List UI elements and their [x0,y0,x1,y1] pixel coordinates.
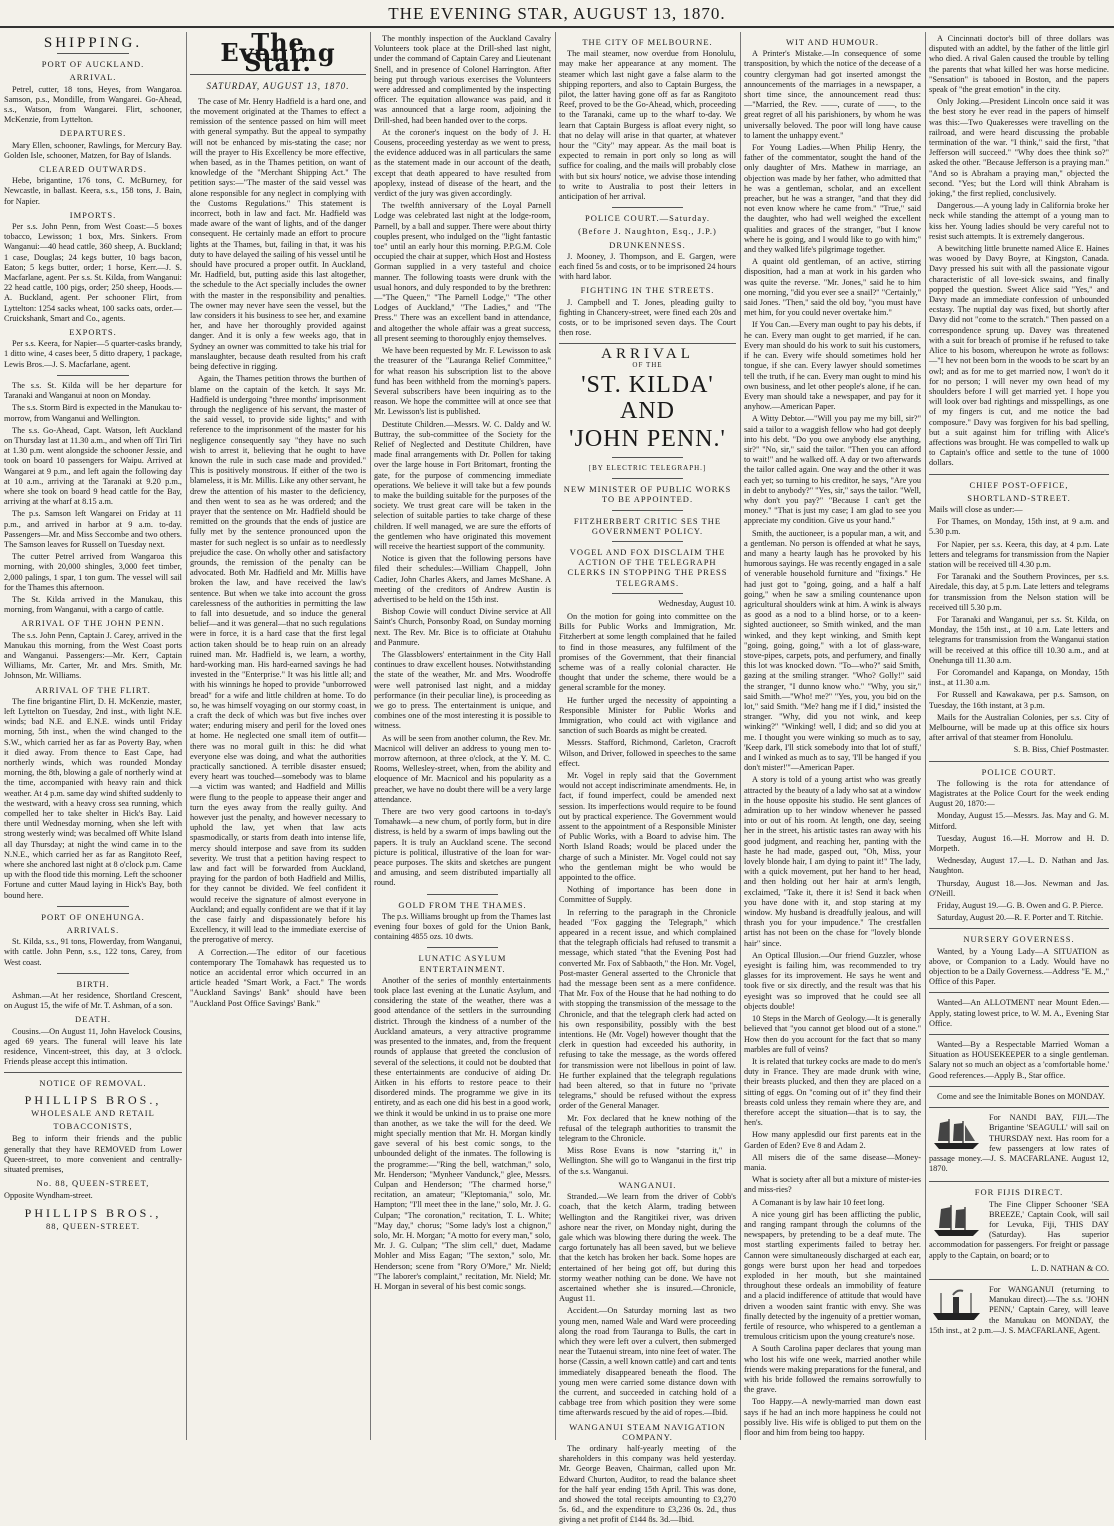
mail-item: For Thames, on Monday, 15th inst, at 9 a.m. and 5.30 p.m. [929,517,1109,537]
local-paragraph: The Glassblowers' entertainment in the City Hall continues to draw excellent houses. Notwithstanding the state of the weather, Mr. and Mrs. Woodroffe were well patronised last night, and a midday performance (in their peculiar line), is proceeding as we go to press. The entertainment is unique, and combines one of the most interesting it is possible to witness. [374,649,551,731]
divider [427,947,498,948]
advert-paragraph: Dangerous.—A young lady in California broke her neck while standing the attempt of a young man to kiss her. Young ladies should be very careful not to resist such attempts. It is extremely dangerous. [929,201,1109,241]
divider [929,928,1109,929]
shipping-paragraph: The s.s. Storm Bird is expected in the Manukau to-morrow, from Wanganui and Wellington. [4,403,182,423]
editorial-paragraph: Again, the Thames petition throws the burthen of blame on the captain of the ketch. It says Mr. Hadfield is undergoing "three months' imprisonment through the negligence of his servant, the master of the said vessel, to provide side lights;" and with reference to the imprisonment of the master for his negligence consequently say "they have no such wish to arrest it, believing that he ought to have known the rule in such case made and provided." This is positively monstrous. If either of the two is blameless, it is Mr. Millis. Like any other servant, he drew the attention of his master to the deficiency, and then went to sea as he was ordered; and the prayer that the sentence on Mr. Hadfield should be remitted on the grounds that the ends of justice are fully met by the sentence pronounced upon the master for such neglect is so unfair as to needlessly prejudice the case. On wholly other and satisfactory grounds, the remission of the penalty can be advocated. Both Mr. Hadfield and Mr. Millis have broken the law, and have received the law's sentence. But when we take into account the gross carelessness of the authorities in permitting the law to fall into desuetude, and so induce the general belief—and it was general—that no such regulations were in force, it is a hard case that the first legal action taken should be to heap ruin on an already ruined man. Mr. Hadfield is, we learn, a worthy, hard-working man. His hard-earned savings he had invested in the "Enterprise." It was his little all; and with his winnings he hoped to provide "unborrowed bread" for a wife and little children at home. To do so, he was himself voyaging on our stormy coast, in a craft the deck of which was but five inches over water; enduring misery and peril for the loved ones at home. He neglected one small item of outfit—there was no moral guilt in this: he did what everyone else was doing, and what the authorities practically sanctioned. A terrible disaster ensued; every heart was touched—somebody was to blame—a victim was wanted; and Hadfield and Millis were flung to the people to appease their anger and turn the eyes away from the really guilty. And however just the penalty, and however necessary to uphold the law, yet when that law acts spasmodically, or starts from death into intense life, mercy should interpose and save from its sudden severity. We trust that a petition having respect to law and fact will be forwarded from Auckland, praying for the pardon of both Hadfield and Millis, for they cannot be divided. We feel confident it would receive the signature of almost everyone in Auckland; and equally confident are we that if it lay the case fairly and dispassionately before his Excellency, it will lead to the immediate exercise of the prerogative of mercy. [190,374,366,945]
mail-item: For Coromandel and Kapanga, on Monday, 15th inst., at 11.30 a.m. [929,667,1109,688]
departures-list: Mary Ellen, schooner, Rawlings, for Mercury Bay. Golden Isle, schooner, Matzen, for Bay of Islands. [4,140,182,160]
flirt-report: The fine brigantine Flirt, D. H. McKenzie, master, left Lyttelton on Tuesday, 2nd inst., with light N.E. winds; bad N.E. and E.N.E. winds until Friday morning, 5th inst., when the wind changed to the S.W., which carried her as far as Poverty Bay, when it died away. From thence to East Cape, had northerly winds, which was rounded Monday morning, the 8th, blowing a gale of northerly wind at the time, accompanied with heavy rain and thick weather. At 4 p.m. same day wind shifted suddenly to the westward, with a heavy cross sea running, which compelled her to take shelter in Hick's Bay. Laid there until Wednesday morning, when she left with strong westerly wind; was becalmed off White Island all day Thursday; at night the wind came in to the N.N.E., which carried her as far as Rangitoto Reef, where she anchored last night at 8 o'clock p.m. Came up with the flood tide this morning. Left the schooner Fortune and cutter Maud laying in Hick's Bay, both bound here. [4,696,182,900]
post-office-heading: CHIEF POST-OFFICE, [969,479,1069,490]
wanganui-report: Stranded.—We learn from the driver of Cobb's coach, that the ketch Alarm, trading between Wellington and the Rangitikei river, was driven ashore near the river, on Monday night, during the gale which was blowing there during the week. The cargo fortunately has all been saved, but we believe that the ketch has broken her back. Some hopes are entertained of her being got off, but during this stormy weather nothing can be done. We have not ascertained whether she is insured.—Chronicle, August 11. [559,1192,736,1304]
mail-item: For Taranaki and Wanganui, per s.s. St. Kilda, on Monday, the 15th inst., at 10 a.m. Late letters and telegrams for transmission from the Wanganui station will be received at this office till 10.30 a.m., and at Onehunga till 11.30 a.m. [929,614,1109,665]
postmaster-signature: S. B. Biss, Chief Postmaster. [1013,745,1109,755]
penn-report: The s.s. John Penn, Captain J. Carey, arrived in the Manukau this morning, from the West Coast ports and Wanganui. Passengers:—Mr. Kerr, Captain Williams, Mr. Carter, Mr. and Mrs. Smith, Mr. Johnson, Mr. Williams. [4,630,182,681]
humour-item: It is related that turkey cocks are made to do men's duty in France. They are made drunk with wine, their breasts plucked, and then they are placed on a sitting of eggs. On "coming out of it" they find their breasts cold unless they remain where they are, and therefore accept the situation—that is to say, the hen's. [744,1056,921,1128]
gold-heading: GOLD FROM THE THAMES. [398,899,527,910]
humour-item: A South Carolina paper declares that young man who lost his wife one week, married another while friends were making preparations for the funeral, and with his bride followed the remains sorrowfully to the grave. [744,1344,921,1395]
onehunga-arrivals-heading: ARRIVALS. [66,925,120,936]
local-paragraph: As will be seen from another column, the Rev. Mr. Macnicol will deliver an address to young men to-morrow afternoon, at three o'clock, at the Y. M. C. Rooms, Wellesley-street, when, from the ability and eloquence of Mr. Macnicol and his popularity as a preacher, we have no doubt there will be a very large attendance. [374,733,551,804]
local-paragraph: At the coroner's inquest on the body of J. H. Cousens, proceeding yesterday as we went to press, the evidence adduced was in all particulars the same as the statement made in our account of the death, except that death appeared to have resulted from apoplexy, instead of disease of the heart, and the verdict of the jury was given accordingly. [374,127,551,199]
telegraph-paragraph: In referring to the paragraph in the Chronicle headed "Fox gagging the Telegraph," which appeared in a recent issue, and which complained that the telegraph officials had refused to transmit a message, which stated "that the Evening Post had converted Mr. Fox of Sabbaoth," the Hon. Mr. Vogel, Post-master General asserted to the Chronicle that had the message been sent as a mere confidence. That Mr. Fox of the House that he had nothing to do with stopping the transmission of the message to the Chronicle, and that the telegraph clerk had acted on his own responsibility, possibly with the best intentions. He (Mr. Vogel) however thought that the clerk in question had exceeded his authority, in refusing to take the message, as the words offered for transmission were not libellous in point of law. He further explained that the telegraph regulations had been altered, so that in future no "private telegrams," should be refused without the express order of the General Manager. [559,907,736,1111]
column-shipping [4,34,182,1439]
humour-item: A quaint old gentleman, of an active, stirring disposition, had a man at work in his garden who was quite the reverse. "Mr. Jones," said he to him one morning, "did you ever see a snail?" "Certainly," said Jones. "Then," said the old boy, "you must have met him, for you could never overtake him." [744,257,921,318]
imports-heading: IMPORTS. [69,209,117,220]
telegraph-paragraph: Miss Rose Evans is now "starring it," in Wellington. She will go to Wanganui in the first trip of the s.s. Wanganui. [559,1146,736,1176]
phillips-signature: PHILLIPS BROS., [24,1205,162,1220]
column-telegraph [559,34,736,1525]
divider [929,1034,1109,1035]
local-paragraph: Destitute Children.—Messrs. W. C. Daldy and W. Buttray, the sub-committee of the Society for the Relief of Neglected and Destitute Children, have made final arrangements with Dr. Pollen for taking over the large house in Fort Britomart, fronting the gate, for the purpose of commencing immediate operations. We believe it will take but a few pounds to make the building suitable for the purposes of the society. We trust great care will be taken in the selection of suitable parties to take charge of these children. If well managed, we are sure the efforts of the gentlemen who have originated this movement will receive the heartiest support of the community. [374,419,551,551]
humour-item: For Young Ladies.—When Philip Henry, the father of the commentator, sought the hand of the only daughter of Mrs. Mathew in marriage, an objection was made by her father, who admitted that he was a gentleman, scholar, and an excellent preacher, but he was a stranger, "and that they did not even know where he came from." "True," said the daughter, who had well weighed the excellent qualities and graces of the stranger, "but I know where he is going, and I would like to go with him;" and they walked life's pilgrimage together. [744,143,921,255]
local-paragraph: We have been requested by Mr. F. Lewisson to ask the treasurer of the "Lauranga Relief Committee," for what reason his subscription list to the above fund has been withheld from the morning's papers. Several subscribers have been inquiring as to the reason. We hope the committee will at once see that Mr. Lewisson's list is published. [374,346,551,417]
divider [612,478,683,479]
editorial-paragraph: The case of Mr. Henry Hadfield is a hard one, and the movement originated at the Thames to effect a remission of the sentence passed on him will meet with general sympathy. But the appeal to sympathy will not be enhanced by mis-stating the case; nor will the prayer to His Excellency be more effective, when based, as in the Thames petition, on want of knowledge of the "Merchant Shipping Act." The petition says:—"The master of the said vessel was alone responsible for any neglect in complying with the Customs Regulations." This statement is incorrect, both in law and fact. Mr. Hadfield was made aware of the want of lights, and of the danger consequent. He certainly made an effort to procure lights at the Thames, but, failing in that, it was his duty to have delayed the sailing of his vessel until he should have procured a proper outfit. In Auckland, Mr. Hadfield, but, putting aside this last altogether, the schedule to the Act specially includes the owner with the master in the responsibility and penalties. The owner may never have seen the vessel, but the law considers it his business to see her, and examine her, and have her thoroughly provided against danger. And it is only a few weeks ago, that in Sydney an owner was committed to take his trial for manslaughter, because death resulted from his craft being defective in rigging. [190,96,366,372]
masthead [0,0,1114,28]
local-paragraph: There are two very good cartoons in to-day's Tomahawk—a new chum, of portly form, but in dire distress, is held by a swarm of imps bawling out the papers. It is truly an Auckland scene. The second picture is political, illustrative of the loan for war-peace purposes. The skits and sketches are pungent and amusing, and seem distributed impartially all round. [374,807,551,888]
allotment-advert: Wanted—An ALLOTMENT near Mount Eden.—Apply, stating lowest price, to W. M. A., Evening Star Office. [929,998,1109,1028]
steam-company-report: The ordinary half-yearly meeting of the shareholders in this company was held yesterday. Mr. George Beaven, Chairman, called upon Mr. Edward Churton, Auditor, to read the balance sheet for the half year ending 15th April. This was done, and showed the total receipts amounting to £3,270 5s. 6d., and the expenditure to £3,236 0s. 2d., thus giving a net profit of £144 8s. 3d.—Ibid. [559,1443,736,1525]
onehunga-heading: PORT OF ONEHUNGA. [41,911,145,922]
shipping-paragraph: The cutter Petrel arrived from Wangaroa this morning, with 20,000 shingles, 3,000 feet timber, 2,000 palings, 1 spar, 1 ton gum. The vessel will sail for the Thames this afternoon. [4,552,182,592]
divider [929,474,1109,475]
rota-item: Thursday, August 18.—Jos. Newman and Jas. O'Neill. [929,878,1109,898]
humour-item: A Comanant is by law hair 10 feet long. [752,1197,885,1207]
divider [612,541,683,542]
column-local-news [374,34,551,1439]
local-paragraph: The monthly inspection of the Auckland Cavalry Volunteers took place at the Drill-shed last night, under the command of Captain Carey and Lieutenant Snell, and in presence of Colonel Harrington. After being put through various exercises the Volunteers were addressed and complimented by the inspecting officer. The equitation allowance was paid, and it was announced that a large room, adjoining the Drill-shed, had been handed over to the corps. [374,34,551,125]
exports-list: Per s.s. Keera, for Napier—5 quarter-casks brandy, 1 ditto wine, 4 cases beer, 5 ditto drapery, 1 package, Lewis Bros.—J. S. Macfarlane, agent. [4,339,182,369]
flirt-heading: ARRIVAL OF THE FLIRT. [35,684,151,695]
humour-item: A nice young girl has been afflicting the public, and ranging rampant through the columns of the newspapers, by pretending to be a deaf mute. The most startling experiments failed to betray her. Cannon were simultaneously discharged at each ear, gongs were burst upon her head and torpedoes exploded in her mouth, but she maintained throughout these ordeals an immobility of feature and a placid indifference of attitude that would have driven a wooden saint frantic with envy. She was finally detected by the ingenuity of a prettier woman, fertile of resource, who whispered to a gentleman a tremulous criticism upon the young creature's nose. [744,1209,921,1342]
humour-item: If You Can.—Every man ought to pay his debts, if he can. Every man ought to get married, if he can. Every man should do his work to suit his customers, if he can. Every wife should sometimes hold her tongue, if she can. Every lawyer should sometimes tell the truth, if he can. Every man ought to mind his own business, and let other people's alone, if he can. Every man should take a newspaper, and pay for it anyhow.—American Paper. [744,320,921,412]
sailing-ship-icon [929,1202,984,1238]
governess-heading: NURSERY GOVERNESS. [963,934,1075,945]
housekeeper-advert: Wanted—By a Respectable Married Woman a Situation as HOUSEKEEPER to a single gentleman. Salary not so much an object as a 'comfortable home.' Good references.—Apply B., Star office. [929,1040,1109,1080]
column-rule [370,32,371,1440]
divider [929,992,1109,993]
local-paragraph: Notice is given that the following persons have filed their schedules:—William Chappell, John Cadier, John Charles Akers, and James McShane. A meeting of the creditors of Andrew Austin is advertised to be held on the 15th inst. [374,554,551,604]
paper-nameplate: The Evening Star. [220,28,336,78]
melbourne-heading: THE CITY OF MELBOURNE. [582,37,713,47]
post-office-subheading: SHORTLAND-STREET. [967,492,1071,503]
divider [559,343,736,344]
arrival-banner-of-the: OF THE [632,360,663,369]
divider [612,207,683,208]
phillips-trade: WHOLESALE AND RETAIL [31,1107,155,1118]
arrival-heading: ARRIVAL. [69,72,117,83]
humour-item: 10 Steps in the March of Geology.—It is generally believed that "you cannot get blood out of a stone." How then do you account for the fact that so many marbles are full of veins? [744,1014,921,1054]
rota-item: Saturday, August 20.—R. F. Porter and T. Ritchie. [937,913,1104,923]
advert-paragraph: A Cincinnati doctor's bill of three dollars was disputed with an addtel, by the father of the little girl who died. A rival Galen caused the trouble by telling the parents that what killed her was horse medicine. "Sensation" is tabooed in Boston, and the papers speak of "the great emotion" in the city. [929,34,1109,95]
sailing-ship-icon [929,1115,984,1151]
telegraph-paragraph: Nothing of importance has been done in Committee of Supply. [559,885,736,905]
column-editorial [190,28,366,1439]
column-rule [925,32,926,1440]
humour-item: Too Happy.—A newly-married man down east says if he had an inch more happiness he could not possibly live. His wife is obliged to put them on the floor and him from being too happy. [744,1397,921,1438]
departures-heading: DEPARTURES. [59,128,127,139]
phillips-trade: TOBACCONISTS, [53,1121,133,1132]
telegraph-headline: VOGEL AND FOX DISCLAIM THE ACTION OF THE TELEGRAPH CLERKS IN STOPPING THE PRESS TELEGRAMS. [567,546,728,588]
mail-item: For Taranaki and the Southern Provinces, per s.s. Airedale, this day, at 5 p.m. Late letters and telegrams for transmission from the Nelson station will be received till 5.30 p.m. [929,572,1109,612]
divider [929,1086,1109,1087]
governess-advert: Wanted, by a Young Lady—A SITUATION as above, or Companion to a Lady. Would have no objection to be a Daily Governess.—Address "E. M.," Office of this Paper. [929,946,1109,987]
steamship-icon [929,1287,984,1323]
column-humour [744,34,921,1439]
divider [57,375,128,376]
divider [929,761,1109,762]
cleared-list: Hebe, brigantine, 176 tons, C. McBurney, for Newcastle, in ballast. Keera, s.s., 158 tons, J. Bain, for Napier. [4,176,182,206]
melbourne-report: The mail steamer, now overdue from Honolulu, may make her appearance at any moment. The steamer which last night gave a false alarm to the shipping reporters, and also to Captain Burgess, the pilot, the latter having gone off as far as Rangitoto Reef, proved to be the Go-Ahead, which, proceeding to the Taranaki, came up to the wharf to-day. We learn that Captain Burgess is afloat every night, so that no delay will arise in that quarter, at whatever hour the "City" may appear. As the mail boat is expected to remain in port only so long as will suffice for coaling, and the mails will probably close with but six hours' notice, we advise those intending to write to Australia to post their letters in anticipation of her arrival. [559,49,736,202]
steam-company-heading: WANGANUI STEAM NAVIGATION COMPANY. [569,1421,726,1442]
phillips-signature-address: 88, QUEEN-STREET. [45,1220,141,1231]
cleared-heading: CLEARED OUTWARDS. [39,164,147,175]
telegraph-headline: FITZHERBERT CRITIC SES THE GOVERNMENT POLICY. [573,515,722,536]
rota-item: Monday, August 15.—Messrs. Jas. May and G. M. Mitford. [929,811,1109,831]
police-rota-heading: POLICE COURT. [981,766,1057,777]
divider [612,457,683,458]
humour-item: Smith, the auctioneer, is a popular man, a wit, and a gentleman. No person is offended at what he says, and many a hearty laugh has he provoked by his humorous sayings. He was recently engaged in a sale of venerable household furniture and "fixings." He had just got to "going, going, and a half a half going," when he saw a smiling countenance upon agricultural shoulders wink at him. A wink is always as good as a nod to a blind horse, or to a keen-sighted auctioneer, so Smith winked, and the man winked, and they kept winking, and Smith kept "going, going, going," with a lot of glass-ware, stove-pipes, carpets, pots, and perfumery, and finally this lot was knocked down. "To—who?" said Smith, gazing at the smiling stranger. "Who? Golly!" said the stranger, "I dunno know who." "Why, you sir," said Smith.—"Who! me?" "Yes, you, you bid on the lot," said Smith. "Me? hang me if I did," insisted the stranger. "Why, did you not wink, and keep winking?" "Winking! well, I did; and so did you at me. I thought you were winking so much as to say, 'Keep dark, I'll stick somebody into that lot of stuff,' and I winked as much as to say, 'I'll be hanged if you don't mister!'"—American Paper. [744,528,921,773]
nandi-bay-advert: For NANDI BAY, FIJI.—The Brigantine 'SEAGULL' will sail on THURSDAY next. Has room for a few passengers at low rates of passage money.—J. S. MACFARLANE. August 12, 1870. [929,1113,1109,1174]
arrivals-list: Petrel, cutter, 18 tons, Heyes, from Wangaroa. Samson, p.s., Mondille, from Wangarei. Go-Ahead, s.s., Watson, from Wangarei. Flirt, schooner, McKenzie, from Lyttelton. [4,84,182,125]
column-adverts [929,34,1109,1439]
wanganui-steamer-advert: For WANGANUI (returning to Manukau direct).—The s.s. 'JOHN PENN,' Captain Carey, will leave the Manukau on MONDAY, the 15th inst., at 2 p.m.—J. S. MACFARLANE, Agent. [929,1284,1109,1335]
shipping-heading: SHIPPING. [43,35,143,51]
onehunga-arrivals: St. Kilda, s.s., 91 tons, Flowerday, from Wanganui, with cattle. John Penn, s.s., 122 tons, Carey, from West coast. [4,937,182,967]
birth-heading: BIRTH. [76,978,110,989]
fiji-heading: FOR FIJIS DIRECT. [974,1187,1064,1198]
divider [612,593,683,594]
humour-item: How many applesdid our first parents eat in the Garden of Eden? Eve 8 and Adam 2. [744,1130,921,1150]
divider [427,894,498,895]
telegraph-paragraph: Mr. Fox declared that he knew nothing of the refusal of the telegraph authorities to transmit the telegram to the Chronicle. [559,1113,736,1144]
lunatic-heading: LUNATIC ASYLUM ENTERTAINMENT. [418,953,507,974]
drunkenness-heading: DRUNKENNESS. [609,239,686,250]
divider [57,906,128,907]
humour-item: A Printer's Mistake.—In consequence of some transposition, by which the notice of the decease of a country clergyman had got inserted amongst the announcements of the marriages in a newspaper, a short time since, the announcement read thus:—"Married, the Rev. ——, curate of ——, to the great regret of all his parishioners, by whom he was universally beloved. The poor will long have cause to lament the unhappy event." [744,49,921,140]
port-heading: PORT OF AUCKLAND. [41,59,145,70]
local-paragraph: The twelfth anniversary of the Loyal Parnell Lodge was celebrated last night at the lodge-room, Parnell, by a ball and supper. There were about thirty couples present, who indulged on the "light fantastic toe" until an early hour this morning. P.P.G.M. Cole occupied the chair at supper, which Host and Hostess Gorman supplied in a very tasteful and choice manner. The following toasts were drunk with the usual honors, and duly responded to by the brethren:—"The Queen," "The Parnell Lodge," "The other Lodges of Auckland," "The Ladies," and "The Press." There was an excellent band in attendance, and altogether the whole affair was a great success, all present seeming to thoroughly enjoy themselves. [374,201,551,343]
advert-paragraph: A bewitching little brunette named Alice E. Haines was wooed by Davy Boyre, at Kingston, Canada. Davy pressed his suit with all the passionate vigour characteristic of all love-sick swains, and finally popped the question. Sweet Alice said "Yes," and Davy made an immediate confession of unbounded ecstasy. The nuptial day was fixed, but shortly after Davy did not "come to the scratch." Then passed on a correspondence sprung up. Davey was threatened with a suit for breach of promise if he refused to take Alice to his bosom, whereupon he wrote as follows:—"I hev not been born in the woods to be scart by an owl; and as for me to get married now, I won't do it for no person; I will never my own head of my shoulders before I will get married yet. I hope you will look over bad rightings and misspellings, as one of my fingers is cut, and me notice the bad composure." Davy was forgiven for his bad spelling, but a suit against him for trifling with Alice's affections was brought. He was compelled to walk up to Captain's office and settle to the tune of 1000 dollars. [929,244,1109,468]
fighting-heading: FIGHTING IN THE STREETS. [580,285,715,296]
telegraph-paragraph: Messrs. Stafford, Richmond, Carleton, Cracroft Wilson, and Driver, followed in speeches to the same effect. [559,738,736,768]
drunkenness-report: J. Mooney, J. Thompson, and E. Gargen, were each fined 5s and costs, or to be imprisoned 24 hours with hard labor. [559,251,736,282]
telegraph-dateline: Wednesday, August 10. [658,598,736,608]
by-telegraph: [BY ELECTRIC TELEGRAPH.] [588,463,707,472]
mail-item: Mails for the Australian Colonies, per s.s. City of Melbourne, will be made up at this office six hours after arrival of that steamer from Honolulu. [929,712,1109,743]
column-rule [555,32,556,1440]
nathan-signature: L. D. NATHAN & CO. [1031,1263,1109,1273]
post-office-intro: Mails will close as under:— [929,504,1023,514]
penn-heading: ARRIVAL OF THE JOHN PENN. [21,618,165,629]
divider [929,1107,1109,1108]
divider [612,510,683,511]
phillips-opposite: Opposite Wyndham-street. [4,1191,93,1201]
editorial-correction: A Correction.—The editor of our facetious contemporary The Tomahawk has requested us to notice an accidental error which occurred in an article headed "Smart Work, a Fact." The words "Auckland Savings' Bank" should have been "Auckland Post Office Savings' Bank." [190,947,366,1008]
police-rota-intro: The following is the rota for attendance of Magistrates at the Police Court for the week ending August 20, 1870:— [929,778,1109,809]
removal-heading: NOTICE OF REMOVAL. [39,1078,147,1089]
arrival-banner-johnpenn: 'JOHN PENN.' [569,425,726,452]
birth-notice: Ashman.—At her residence, Shortland Crescent, on August 15, the wife of Mr. T. Ashman, of a son. [4,991,182,1011]
rota-item: Tuesday, August 16.—H. Morrow and H. D. Morpeth. [929,833,1109,854]
police-bench: (Before J. Naughton, Esq., J.P.) [578,226,717,237]
shipping-paragraph: The St. Kilda arrived in the Manukau, this morning, from Wanganui, with a cargo of cattle. [4,594,182,615]
divider [4,1072,182,1073]
sea-breeze-advert: The Fine Clipper Schooner 'SEA BREEZE,' Captain Cook, will sail for Levuka, Fiji, THIS DAY (Saturday). Has superior accommodation for passengers. For freight or passage apply to the Captain, on board; or to [929,1199,1109,1260]
local-paragraph: Bishop Cowie will conduct Divine service at All Saint's Church, Ponsonby Road, on Sunday morning next. The Rev. Mr. Bice is to officiate at Otahuhu and Panmure. [374,607,551,647]
death-notice: Cousins.—On August 11, John Havelock Cousins, aged 69 years. The funeral will leave his late residence, Vincent-street, this day, at 3 o'clock. Friends please accept this intimation. [4,1026,182,1067]
shipping-paragraph: The p.s. Samson left Wangarei on Friday at 11 p.m., and arrived in harbor at 9 a.m. to-day. Passengers—Mr. and Miss Seccombe and two others. The Samson leaves for Russell on Tuesday next. [4,509,182,549]
death-heading: DEATH. [75,1014,111,1025]
divider [929,1181,1109,1182]
humour-item: A Witty Debtor.—"Will you pay me my bill, sir?" said a tailor to a waggish fellow who had got deeply into his debt. "Do you owe anybody else anything, sir?" "No, sir," said the tailor. "Then you can afford to wait!" and he walked off. A day or two afterwards the tailor called again. One way and the other it was each yet; so turning to his creditor, he says, "Are you in debt to anybody?" "Yes, sir," says the tailor. "Well, why don't you pay?" "Because I can't get the money." "That is just my case; I am glad to see you appreciate my condition. Give us your hand." [744,414,921,526]
humour-item: A story is told of a young artist who was greatly attracted by the beauty of a lady who sat at a window in the house opposite his studio. He sent glances of admiration up to her window whenever he passed into or out of his room. At length, one day, seeing her in the street, his artistic tastes ran away with his good judgment, and reaching her, panting with the haste he had made, gasped out, "Oh, Miss, your lovely blonde hair, I am dying to paint it!" The lady, with a quick movement, put her hand to her head, and then holding out her hair at arm's length, exclaimed, "Take it, there it is! Send it back when you have done with it, and stop staring at my window. My husband is dreadfully jealous, and will thrash you for your impudence." The crestfallen artist has not been on the chase for "lovely blonde hair" since. [744,775,921,948]
humour-heading: WIT AND HUMOUR. [786,37,879,47]
editorial-date: SATURDAY, AUGUST 13, 1870. [206,80,350,91]
phillips-text: Beg to inform their friends and the public generally that they have REMOVED from Lower Queen-street, to more convenient and centrally-situated premises, [4,1134,182,1174]
column-rule [186,32,187,1440]
imports-list: Per s.s. John Penn, from West Coast:—5 boxes tobacco, Lewisson; 1 box, Mrs. Sinkers. From Wanganui:—40 head cattle, 360 sheep, A. Buckland; 1 case, Douglas; 24 kegs butter, 10 bags bacon, Eaton; 5 kegs butter, order; 1 horse, Kerr.—J. S. Macfarlane, agent. Per s.s. St. Kilda, from Wanganui: 22 head cattle, 100 pigs, order; 250 sheep, Hoods.—A. Buckland, agent. Per schooner Flirt, from Lyttelton: 1254 sacks wheat, 100 sacks oats, order.—Cruickshank, Smart and Co., agents. [4,222,182,323]
divider [57,53,128,54]
phillips-name: PHILLIPS BROS., [24,1092,162,1107]
exports-heading: EXPORTS. [69,327,117,338]
phillips-address: No. 88, QUEEN-STREET, [36,1178,150,1189]
telegraph-headline: NEW MINISTER OF PUBLIC WORKS TO BE APPOINTED. [563,484,732,505]
arrival-banner-stkilda: 'ST. KILDA' AND [581,371,714,424]
arrival-banner: ARRIVAL [601,346,694,363]
humour-item: An Optical Illusion.—Our friend Guzzler, whose eyesight is failing him, was recommended to try glasses for its improvement. He says he went and took five or six directly, and the result was that his eyesight was so improved that he could see all objects double! [744,950,921,1011]
police-heading: POLICE COURT.—Saturday. [585,213,710,224]
telegraph-paragraph: Mr. Vogel in reply said that the Government would not accept indiscriminate amendments. He, in fact, if found imperfect, could be amended next session. Its imperfections would require to be found out by practical experience. The Government would assent to the appointment of a Responsible Minister of Public Works, with a Board to advise him. The North Island Roads; would be placed under the charge of such a Minister. Mr. Vogel could not say who the gentleman might be who would be appointed to the office. [559,770,736,882]
telegraph-paragraph: On the motion for going into committee on the Bills for Public Works and Immigration, Mr. Fitzherbert at some length complained that he failed to find in those measures, any fulfilment of the promises of the Government, that their financial scheme was of a really colonial character. He thought that under the scheme, there would be a general scramble for the money. [559,611,736,693]
fighting-report: J. Campbell and T. Jones, pleading guilty to fighting in Chancery-street, were fined each 20s and costs, or to be imprisoned seven days. The Court then rose. [559,297,736,338]
newspaper-title: THE EVENING STAR, AUGUST 13, 1870. [388,4,726,23]
telegraph-paragraph: He further urged the necessity of appointing a Responsible Minister for Public Works and Immigration, who could act with vigilance and sanction of such Boards as might be created. [559,695,736,736]
humour-item: What is society after all but a mixture of mister-ies and miss-ries? [744,1175,921,1195]
wanganui-heading: WANGANUI. [618,1179,677,1190]
shipping-paragraph: The s.s. St. Kilda will be her departure for Taranaki and Wanganui at noon on Monday. [4,380,182,401]
rota-item: Wednesday, August 17.—L. D. Nathan and Jas. Naughton. [929,856,1109,876]
column-rule [740,32,741,1440]
mail-item: For Russell and Kawakawa, per p.s. Samson, on Tuesday, the 16th instant, at 3 p.m. [929,690,1109,710]
shipping-paragraph: The s.s. Go-Ahead, Capt. Watson, left Auckland on Thursday last at 11.30 a.m., and when off Tiri Tiri at 1.30 p.m. went alongside the schooner Jessie, and took on board 10 passengers for Waipu. Arrived at Wangarei at 9 p.m., and left again the following day at 10 a.m., arriving at the Taranaki at 9.20 p.m., where she took on board 9 head cattle for the Bay, arriving at the wharf at 8.15 a.m. [4,425,182,507]
gold-report: The p.s. Williams brought up from the Thames last evening four boxes of gold for the Union Bank, containing 4855 ozs. 10 dwts. [374,911,551,942]
lunatic-report: Another of the series of monthly entertainments took place last evening at the Lunatic Asylum, and considering the state of the weather, there was a good attendance of the settlers in the surrounding district. Through the kindness of a number of the Auckland amateurs, a very attractive programme was presented to the inmates, and, from the frequent rounds of applause that greeted the conclusion of several of the selections, it could not be doubted that these entertainments are conducive of aiding Dr. Aitken in his efforts to restore peace to their disordered minds. The programme we give in its entirety, and as each one did his best in a good work, we think it would be unkind in us to praise one more than another, as we take the will for the deed. We might specially mention that Mr. H. Morgan kindly gave several of his best comic songs, to the unbounded delight of the inmates. The following is the programme:—"Ring the bell, watchman," solo, Mr. Henderson; "Mynheer Vandunck," glee, Messrs. Culpan and Henderson; "The charmed horse," recitation, an amateur; "Kleptomania," solo, Mr. Hampton; "I'll meet thee in the lane," solo, Mr. J. G. Culpan; "The coronation," recitation, T. L. White; "May day," chorus; "Some lady's lost a chignon," solo, Mr. H. Morgan; "A motto for every man," solo, Mr. J. G. Culpan; "The slim cell," duet, Madame Mohler and Miss Eagan; "The sexton," solo, Mr. Henderson; scene from "Rory O'More," Mr. Nield; "The laborer's complaint," recitation, Mr. Nield; Mr. H. Morgan in several of his best comic songs. [374,975,551,1291]
mail-item: For Napier, per s.s. Keera, this day, at 4 p.m. Late letters and telegrams for transmission from the Napier station will be received till 4.30 p.m. [929,539,1109,569]
rota-item: Friday, August 19.—G. B. Owen and G. P. Pierce. [937,901,1104,911]
accident-report: Accident.—On Saturday morning last as two young men, named Wale and Ward were proceeding along the road from Tauranga to Bulls, the cart in which they were left over a culvert, then submerged near the Tutaenui stream, into nine feet of water. The horse (Cassin, a well known cattle) and cart and tents immediately disappeared beneath the flood. The young men were carried some distance down with the current, and succeeded in catching hold of a cabbage tree from which position they were some time afterwards rescued by the aid of ropes.—Ibid. [559,1306,736,1418]
advert-paragraph: Only Joking.—President Lincoln once said it was the best story he ever read in the papers of himself was this:—Two Quakeresses were travelling on the railroad, and were heard discussing the probable termination of the war. "I think," said the first, "that Jefferson will succeed." "Why does thee think so?" asked the other. "Because Jefferson is a praying man." "And so is Abraham a praying man," objected the second. "Yes; but the Lord will think Abraham is joking," the first replied, conclusively. [929,97,1109,199]
divider [57,973,128,974]
humour-item: All misers die of the same disease—Money-mania. [744,1152,921,1172]
bones-advert: Come and see the Inimitable Bones on MONDAY. [937,1091,1105,1101]
divider [929,1279,1109,1280]
